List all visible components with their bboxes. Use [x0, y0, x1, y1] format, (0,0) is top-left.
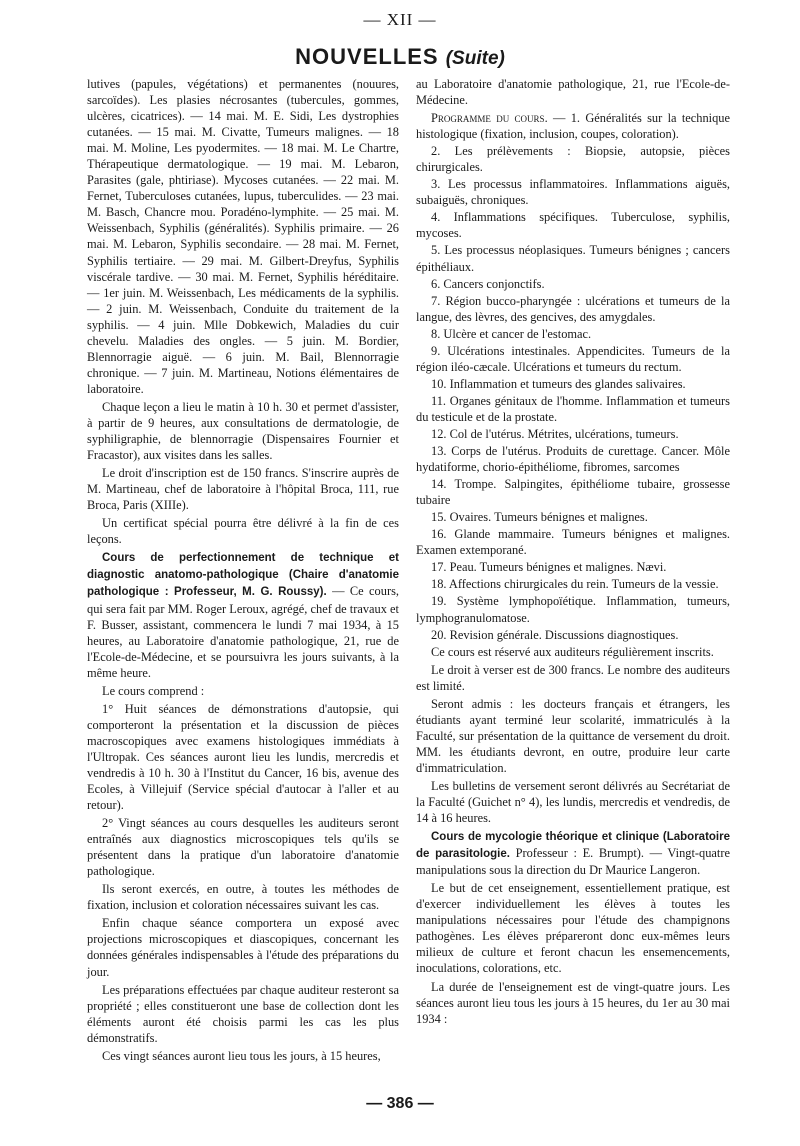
paragraph: Enfin chaque séance comportera un exposé avec projections microscopiques et diascopiques, concernant les données générales indispensables à l'étude des préparations du jour.	[87, 916, 399, 979]
right-column	[416, 76, 730, 1029]
list-item: 9. Ulcérations intestinales. Appendicites. Tumeurs de la région iléo-cæcale. Ulcérations et tumeurs du rectum.	[416, 343, 730, 374]
page-title	[0, 44, 800, 70]
list-item: 14. Trompe. Salpingites, épithéliome tubaire, grossesse tubaire	[416, 477, 730, 508]
paragraph: Les préparations effectuées par chaque auditeur resteront sa propriété ; elles constitueront une base de collection dont les éléments auront été choisis parmi les cas les plus démonstratifs.	[87, 982, 399, 1045]
paragraph: La durée de l'enseignement est de vingt-quatre jours. Les séances auront lieu tous les jours à 15 heures, du 1er au 30 mai 1934 :	[416, 979, 730, 1026]
paragraph: Ce cours est réservé aux auditeurs régulièrement inscrits.	[431, 644, 714, 659]
paragraph: 2° Vingt séances au cours desquelles les auditeurs seront entraînés aux diagnostics microscopiques tels qu'ils se présentent dans la pratique d'un laboratoire d'anatomie pathologique.	[87, 816, 399, 879]
paragraph: Le droit à verser est de 300 francs. Le nombre des auditeurs est limité.	[416, 662, 730, 693]
list-item: 15. Ovaires. Tumeurs bénignes et malignes.	[431, 510, 648, 525]
paragraph: Seront admis : les docteurs français et étrangers, les étudiants ayant terminé leur scolarité, immatriculés à la Faculté, sur présentation de la quittance de versement du droit. MM. les étudiants devront, en outre, produire leur carte d'immatriculation.	[416, 696, 730, 775]
paragraph: Le cours comprend :	[102, 683, 205, 698]
list-item: 12. Col de l'utérus. Métrites, ulcérations, tumeurs.	[431, 426, 679, 441]
list-item: 18. Affections chirurgicales du rein. Tumeurs de la vessie.	[431, 577, 719, 592]
paragraph: Un certificat spécial pourra être délivré à la fin de ces leçons.	[87, 516, 399, 547]
list-item: 6. Cancers conjonctifs.	[431, 276, 545, 291]
course-heading: Cours de mycologie théorique et clinique (Laboratoire de parasitologie.	[416, 831, 730, 861]
list-item: 3. Les processus inflammatoires. Inflammations aiguës, subaiguës, chroniques.	[416, 177, 730, 208]
course-announcement	[416, 828, 730, 878]
paragraph: Le but de cet enseignement, essentiellement pratique, est d'exercer individuellement les élèves à toutes les manipulations nécessaires pour l'étude des champignons pathogènes. Les élèves prépareront donc eux-mêmes leurs milieux de culture et feront chacun les ensemencements, inoculations, colorations, etc.	[416, 881, 730, 976]
programme-label: Programme du cours.	[431, 111, 548, 126]
list-item: 10. Inflammation et tumeurs des glandes salivaires.	[431, 376, 686, 391]
list-item: 16. Glande mammaire. Tumeurs bénignes et malignes. Examen extemporané.	[416, 527, 730, 558]
list-item: 7. Région bucco-pharyngée : ulcérations et tumeurs de la langue, des lèvres, des gencives, des amygdales.	[416, 293, 730, 324]
course-announcement	[87, 549, 399, 680]
list-item: 17. Peau. Tumeurs bénignes et malignes. Nævi.	[431, 560, 667, 575]
page-roman-number: — XII —	[363, 10, 437, 29]
left-column	[87, 76, 399, 1066]
list-item: 11. Organes génitaux de l'homme. Inflammation et tumeurs du testicule et de la prostate.	[416, 393, 730, 424]
list-item: 13. Corps de l'utérus. Produits de curettage. Cancer. Môle hydatiforme, chorio-épithéliome, fibromes, sarcomes	[416, 444, 730, 475]
programme-intro	[416, 110, 730, 142]
paragraph: Les bulletins de versement seront délivrés au Secrétariat de la Faculté (Guichet n° 4), les lundis, mercredis et vendredis, de 14 à 16 heures.	[416, 778, 730, 826]
course-body: — Ce cours, qui sera fait par MM. Roger Leroux, agrégé, chef de travaux et F. Busser, assistant, commencera le lundi 7 mai 1934, à 15 heures, au Laboratoire d'anatomie pathologique, 21, rue de l'Ecole-de-Médecine, et se poursuivra les jours suivants, à la même heure.	[87, 584, 399, 680]
course-heading: Cours de perfectionnement de technique et diagnostic anatomo-pathologique (Chaire d'anatomie pathologique : Professeur, M. G. Roussy).	[87, 552, 399, 599]
page-number: — 386 —	[366, 1095, 434, 1112]
paragraph: lutives (papules, végétations) et permanentes (nouures, sarcoïdes). Les plasies nécrosantes (tubercules, gommes, ulcères, cicatrices). — 14 mai. M. E. Sidi, Les dystrophies cutanées. — 15 mai. M. Civatte, Tumeurs malignes. — 18 mai. M. Moline, Les pyodermites. — 18 mai. M. Le Chartre, Thérapeutique dermatologique. — 19 mai. M. Lebaron, Parasites (gale, phtiriase). Mycoses cutanées. — 22 mai. M. Fernet, Tuberculoses cutanées, lupus, tuberculides. — 23 mai. M. Basch, Chancre mou. Poradéno-lymphite. — 25 mai. M. Weissenbach, Syphilis (généralités). Syphilis primaire. — 26 mai. M. Lebaron, Syphilis secondaire. — 28 mai. M. Fernet, Syphilis tertiaire. — 29 mai. M. Gilbert-Dreyfus, Syphilis viscérale tardive. — 30 mai. M. Fernet, Syphilis héréditaire. — 1er juin. M. Weissenbach, Les médicaments de la syphilis. — 2 juin. M. Weissenbach, Conduite du traitement de la syphilis. — 4 juin. Mlle Dobkewich, Maladies du cuir chevelu. Maladies des ongles. — 5 juin. M. Bordier, Blennorragie aiguë. — 6 juin. M. Bail, Blennorragie chronique. — 7 juin. M. Martineau, Notions élémentaires de laboratoire.	[87, 77, 399, 396]
paragraph: Ils seront exercés, en outre, à toutes les méthodes de fixation, inclusion et coloration nécessaires suivant les cas.	[87, 882, 399, 913]
list-item: 4. Inflammations spécifiques. Tuberculose, syphilis, mycoses.	[416, 210, 730, 241]
list-item: — 1. Généralités sur la technique histologique (fixation, inclusion, coupes, coloration).	[416, 111, 731, 142]
paragraph: 1° Huit séances de démonstrations d'autopsie, qui comporteront la présentation et la discussion de pièces macroscopiques avec examens histologiques immédiats à l'Ultropak. Ces séances auront lieu les lundis, mercredis et vendredis à 10 h. 30 à l'Institut du Cancer, 16 bis, avenue des Ecoles, à Villejuif (Service spécial d'autocar à l'aller et au retour).	[87, 701, 399, 813]
list-item: 2. Les prélèvements : Biopsie, autopsie, pièces chirurgicales.	[416, 144, 730, 175]
paragraph: Ces vingt séances auront lieu tous les jours, à 15 heures,	[102, 1048, 381, 1063]
paragraph: au Laboratoire d'anatomie pathologique, 21, rue l'Ecole-de-Médecine.	[416, 77, 730, 108]
paragraph: Le droit d'inscription est de 150 francs. S'inscrire auprès de M. Martineau, chef de laboratoire à l'hôpital Broca, 111, rue Broca, Paris (XIIIe).	[87, 466, 399, 513]
list-item: 20. Revision générale. Discussions diagnostiques.	[431, 627, 679, 642]
title-suffix: (Suite)	[445, 48, 505, 69]
list-item: 5. Les processus néoplasiques. Tumeurs bénignes ; cancers épithéliaux.	[416, 243, 730, 274]
list-item: 8. Ulcère et cancer de l'estomac.	[431, 326, 592, 341]
paragraph: Chaque leçon a lieu le matin à 10 h. 30 et permet d'assister, à partir de 9 heures, aux consultations de dermatologie, de syphiligraphie, de blennorragie (Dispensaires Fournier et Fracastor), aux visites dans les salles.	[87, 399, 399, 463]
course-body: Professeur : E. Brumpt). — Vingt-quatre manipulations sous la direction du Dr Maurice Langeron.	[416, 846, 730, 878]
list-item: 19. Système lymphopoïétique. Inflammation, tumeurs, lymphogranulomatose.	[416, 594, 730, 625]
title-text: NOUVELLES	[295, 44, 439, 69]
